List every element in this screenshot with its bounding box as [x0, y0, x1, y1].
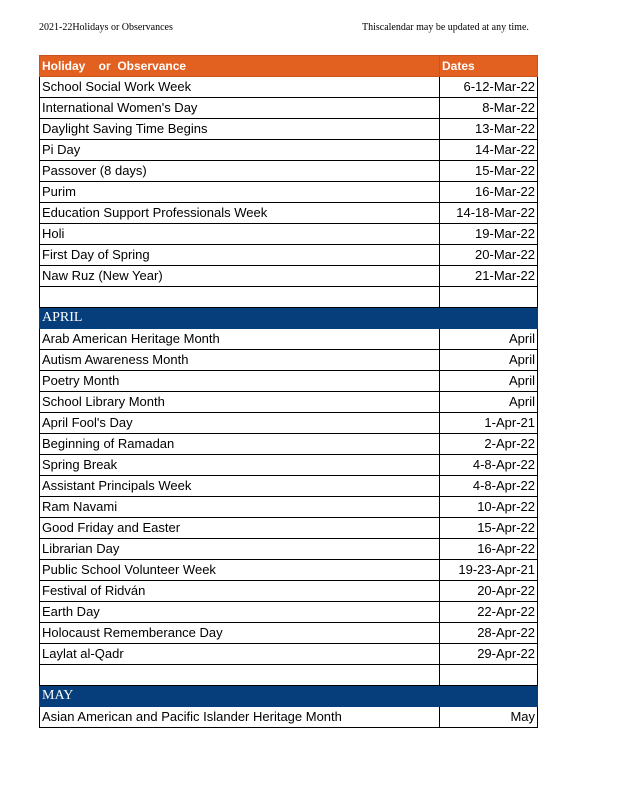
- table-row: [40, 371, 538, 392]
- observance-name: Public School Volunteer Week: [40, 560, 440, 581]
- observance-name: Daylight Saving Time Begins: [40, 119, 440, 140]
- table-row: [40, 497, 538, 518]
- blank-cell: [40, 287, 440, 308]
- table-row: [40, 539, 538, 560]
- may-section-header: [40, 686, 538, 707]
- observance-name: Good Friday and Easter: [40, 518, 440, 539]
- table-row: [40, 224, 538, 245]
- table-row: [40, 434, 538, 455]
- table-row: [40, 329, 538, 350]
- table-row: [40, 77, 538, 98]
- observance-date: 16-Mar-22: [440, 182, 538, 203]
- observance-date: 2-Apr-22: [440, 434, 538, 455]
- observance-name: Pi Day: [40, 140, 440, 161]
- observance-date: 6-12-Mar-22: [440, 77, 538, 98]
- observance-name: Spring Break: [40, 455, 440, 476]
- table-row: [40, 455, 538, 476]
- table-row: [40, 266, 538, 287]
- observance-date: May: [440, 707, 538, 728]
- observance-name: International Women's Day: [40, 98, 440, 119]
- observance-name: Holi: [40, 224, 440, 245]
- page-header: [39, 22, 559, 36]
- observance-date: 19-Mar-22: [440, 224, 538, 245]
- observance-name: April Fool's Day: [40, 413, 440, 434]
- april-section-header: [40, 308, 538, 329]
- observance-date: 1-Apr-21: [440, 413, 538, 434]
- observance-date: 10-Apr-22: [440, 497, 538, 518]
- observance-name: Education Support Professionals Week: [40, 203, 440, 224]
- blank-row: [40, 665, 538, 686]
- blank-row: [40, 287, 538, 308]
- observance-name: Asian American and Pacific Islander Heritage Month: [40, 707, 440, 728]
- observance-date: 19-23-Apr-21: [440, 560, 538, 581]
- table-row: [40, 623, 538, 644]
- blank-cell: [40, 665, 440, 686]
- observance-date: 15-Apr-22: [440, 518, 538, 539]
- observance-name: Ram Navami: [40, 497, 440, 518]
- document-title: 2021-22Holidays or Observances: [39, 22, 173, 33]
- observance-name: Festival of Ridván: [40, 581, 440, 602]
- blank-cell: [440, 287, 538, 308]
- table-row: [40, 707, 538, 728]
- observance-date: April: [440, 371, 538, 392]
- observance-date: 20-Mar-22: [440, 245, 538, 266]
- dates-column-header: Dates: [440, 56, 538, 77]
- table-row: [40, 140, 538, 161]
- observance-date: 13-Mar-22: [440, 119, 538, 140]
- observance-date: 16-Apr-22: [440, 539, 538, 560]
- section-label: APRIL: [40, 308, 440, 329]
- table-row: [40, 203, 538, 224]
- observance-date: 22-Apr-22: [440, 602, 538, 623]
- observance-name: Passover (8 days): [40, 161, 440, 182]
- table-row: [40, 581, 538, 602]
- table-row: [40, 476, 538, 497]
- observance-name: School Library Month: [40, 392, 440, 413]
- table-row: [40, 392, 538, 413]
- observance-name: Naw Ruz (New Year): [40, 266, 440, 287]
- observance-date: 28-Apr-22: [440, 623, 538, 644]
- observance-date: 8-Mar-22: [440, 98, 538, 119]
- table-row: [40, 602, 538, 623]
- section-date-cell: [440, 686, 538, 707]
- blank-cell: [440, 665, 538, 686]
- observance-name: Holocaust Rememberance Day: [40, 623, 440, 644]
- observance-date: 4-8-Apr-22: [440, 476, 538, 497]
- section-label: MAY: [40, 686, 440, 707]
- observance-date: April: [440, 392, 538, 413]
- observance-name: Purim: [40, 182, 440, 203]
- observance-date: 20-Apr-22: [440, 581, 538, 602]
- table-row: [40, 560, 538, 581]
- observance-date: 29-Apr-22: [440, 644, 538, 665]
- observance-name: Arab American Heritage Month: [40, 329, 440, 350]
- observance-date: 21-Mar-22: [440, 266, 538, 287]
- observance-name: Beginning of Ramadan: [40, 434, 440, 455]
- table-row: [40, 182, 538, 203]
- table-row: [40, 350, 538, 371]
- table-row: [40, 644, 538, 665]
- observance-name: Assistant Principals Week: [40, 476, 440, 497]
- observance-date: 14-Mar-22: [440, 140, 538, 161]
- observance-name: School Social Work Week: [40, 77, 440, 98]
- observance-name: Earth Day: [40, 602, 440, 623]
- table-row: [40, 161, 538, 182]
- observances-table: [39, 55, 538, 728]
- table-row: [40, 518, 538, 539]
- table-row: [40, 98, 538, 119]
- holiday-column-header: Holiday or Observance: [40, 56, 440, 77]
- observance-date: April: [440, 329, 538, 350]
- observance-date: 15-Mar-22: [440, 161, 538, 182]
- update-notice: Thiscalendar may be updated at any time.: [362, 22, 529, 33]
- observance-date: April: [440, 350, 538, 371]
- table-row: [40, 245, 538, 266]
- observance-name: Laylat al-Qadr: [40, 644, 440, 665]
- observance-name: Librarian Day: [40, 539, 440, 560]
- observance-name: First Day of Spring: [40, 245, 440, 266]
- observance-date: 14-18-Mar-22: [440, 203, 538, 224]
- observance-name: Poetry Month: [40, 371, 440, 392]
- observance-date: 4-8-Apr-22: [440, 455, 538, 476]
- section-date-cell: [440, 308, 538, 329]
- table-header-row: [40, 56, 538, 77]
- observance-name: Autism Awareness Month: [40, 350, 440, 371]
- table-row: [40, 119, 538, 140]
- table-row: [40, 413, 538, 434]
